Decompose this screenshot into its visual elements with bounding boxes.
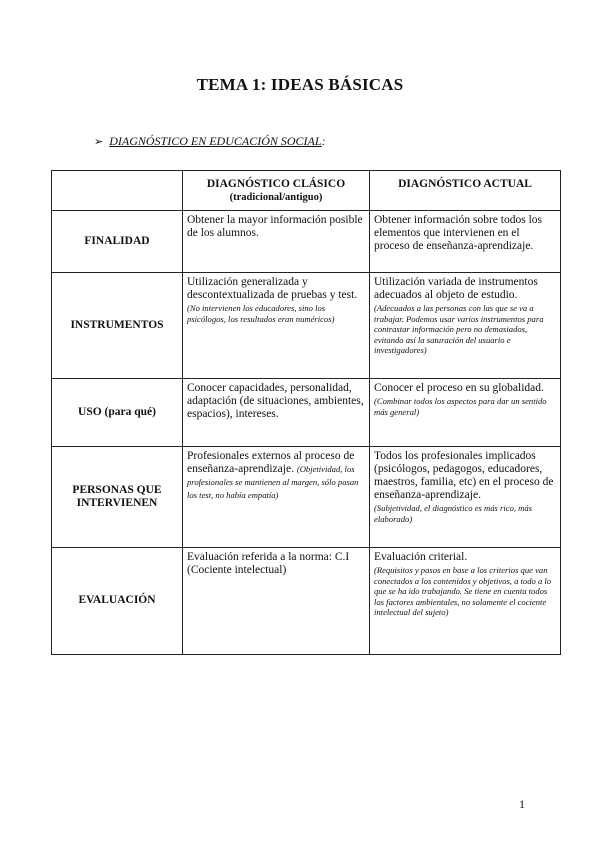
- table-row: [52, 379, 561, 447]
- classic-cell: [183, 447, 370, 548]
- classic-note: (Objetividad, los profesionales se mantienen al margen, sólo pasan los test, no había empatía): [187, 464, 359, 500]
- current-text: Obtener información sobre todos los elementos que intervienen en el proceso de enseñanza-aprendizaje.: [374, 214, 542, 252]
- classic-text: Utilización generalizada y descontextualizada de pruebas y test.: [187, 276, 358, 301]
- classic-note: (No intervienen los educadores, sino los psicólogos, los resultados eran numéricos): [187, 303, 335, 324]
- row-label: FINALIDAD: [52, 211, 183, 273]
- header-current-diagnosis: DIAGNÓSTICO ACTUAL: [370, 171, 561, 211]
- classic-text: Evaluación referida a la norma: C.I (Cociente intelectual): [187, 551, 350, 576]
- section-heading-text: DIAGNÓSTICO EN EDUCACIÓN SOCIAL: [109, 134, 322, 148]
- current-note: (Combinar todos los aspectos para dar un sentido más general): [374, 396, 547, 417]
- classic-text: Profesionales externos al proceso de enseñanza-aprendizaje.: [187, 450, 355, 475]
- current-cell: [370, 447, 561, 548]
- table-row: [52, 273, 561, 379]
- header-classic-title: DIAGNÓSTICO CLÁSICO: [206, 178, 346, 190]
- table-row: [52, 211, 561, 273]
- page-title: TEMA 1: IDEAS BÁSICAS: [196, 75, 404, 94]
- classic-cell: [183, 548, 370, 655]
- current-cell: [370, 273, 561, 379]
- current-text: Evaluación criterial.: [374, 551, 468, 563]
- comparison-table: [51, 170, 561, 655]
- current-text: Todos los profesionales implicados (psicólogos, pedagogos, educadores, maestros, familia, etc) en el proceso de enseñanza-aprendizaje.: [374, 450, 554, 501]
- row-label: INSTRUMENTOS: [52, 273, 183, 379]
- current-note: (Adecuados a las personas con las que se va a trabajar. Podemos usar varios instrumentos para contrastar información pero no demasiados, evitando así la saturación del usuario e investigadores): [374, 303, 544, 355]
- table-row: [52, 447, 561, 548]
- current-cell: [370, 548, 561, 655]
- current-cell: [370, 211, 561, 273]
- classic-cell: [183, 273, 370, 379]
- table-row: [52, 548, 561, 655]
- header-blank-cell: [52, 171, 183, 211]
- header-classic-subtitle: (tradicional/antiguo): [229, 192, 323, 203]
- current-cell: [370, 379, 561, 447]
- classic-cell: [183, 211, 370, 273]
- classic-text: Conocer capacidades, personalidad, adaptación (de situaciones, ambientes, espacios), intereses.: [187, 382, 364, 420]
- current-text: Utilización variada de instrumentos adecuados al objeto de estudio.: [374, 276, 538, 301]
- header-classic-diagnosis: [183, 171, 370, 211]
- classic-cell: [183, 379, 370, 447]
- row-label: PERSONAS QUE INTERVIENEN: [52, 447, 183, 548]
- table-header-row: [52, 171, 561, 211]
- page-number: 1: [519, 797, 525, 811]
- arrow-bullet-icon: ➢: [94, 136, 104, 148]
- current-text: Conocer el proceso en su globalidad.: [374, 382, 544, 394]
- current-note: (Subjetividad, el diagnóstico es más rico, más elaborado): [374, 503, 533, 524]
- classic-text: Obtener la mayor información posible de los alumnos.: [187, 214, 363, 239]
- section-heading: [94, 134, 326, 149]
- current-note: (Requisitos y pasos en base a los criterios que van conectados a los contenidos y objetivos, a todo a lo que se ha ido trabajando. Se tiene en cuenta todos los factores ambientales, no solamente el cociente intelectual del sujeto): [374, 565, 552, 617]
- section-heading-suffix: :: [321, 134, 326, 148]
- row-label: USO (para qué): [52, 379, 183, 447]
- row-label: EVALUACIÓN: [52, 548, 183, 655]
